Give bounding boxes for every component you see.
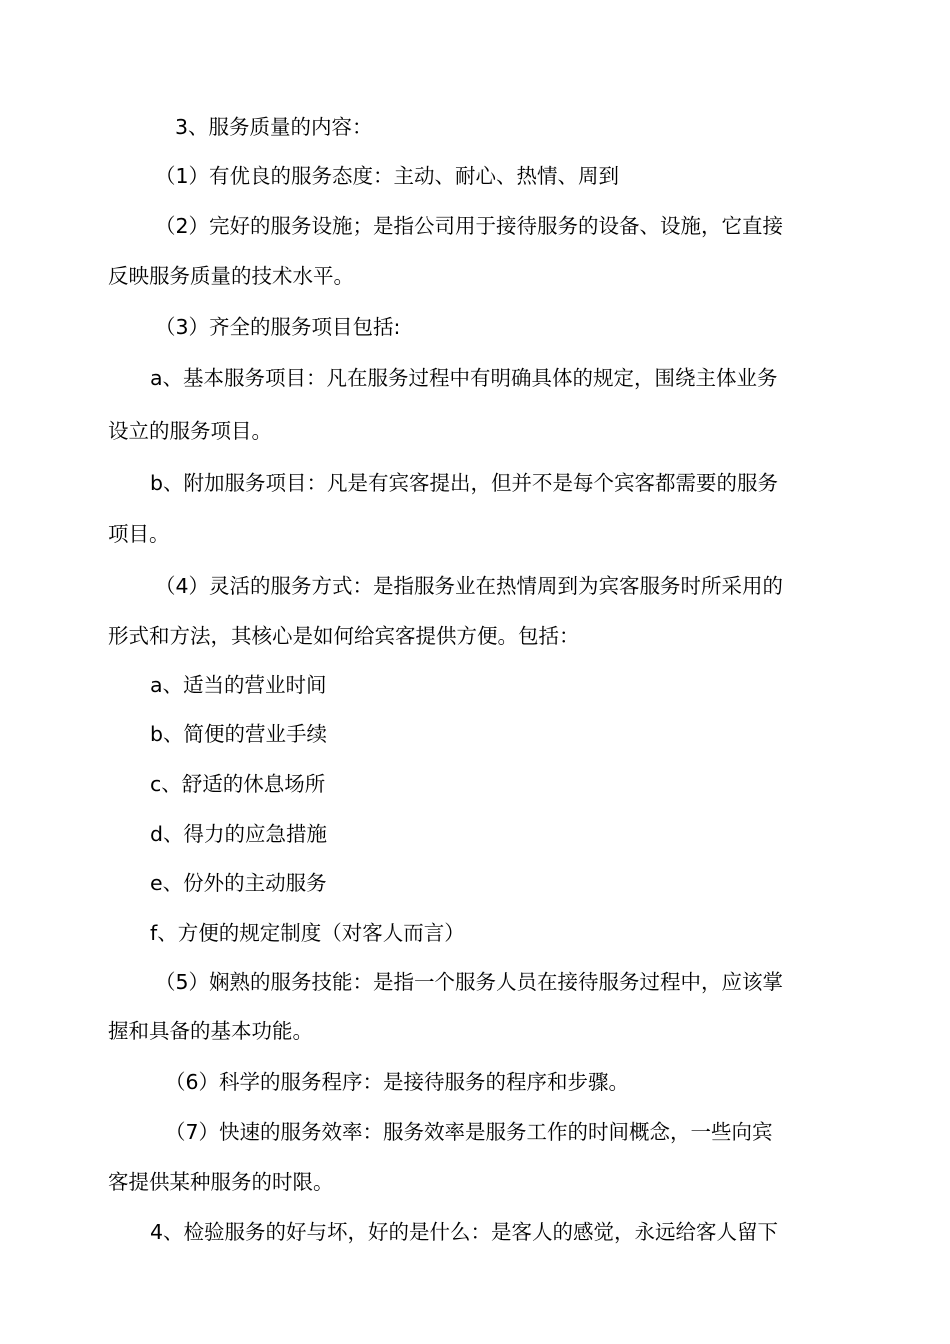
- text-line-17: f、方便的规定制度（对客人而言）: [150, 921, 465, 945]
- text-line-9: 项目。: [108, 522, 170, 546]
- text-line-20: （6）科学的服务程序：是接待服务的程序和步骤。: [165, 1070, 630, 1094]
- text-line-11: 形式和方法，其核心是如何给宾客提供方便。包括：: [108, 624, 580, 648]
- text-line-22: 客提供某种服务的时限。: [108, 1170, 334, 1194]
- text-line-2: （1）有优良的服务态度：主动、耐心、热情、周到: [155, 164, 620, 188]
- text-line-8: b、附加服务项目：凡是有宾客提出，但并不是每个宾客都需要的服务: [150, 471, 779, 495]
- text-line-13: b、简便的营业手续: [150, 722, 328, 746]
- text-line-15: d、得力的应急措施: [150, 822, 328, 846]
- text-line-14: c、舒适的休息场所: [150, 772, 326, 796]
- text-line-23: 4、检验服务的好与坏，好的是什么：是客人的感觉，永远给客人留下: [150, 1220, 779, 1244]
- text-line-19: 握和具备的基本功能。: [108, 1019, 313, 1043]
- text-line-16: e、份外的主动服务: [150, 871, 327, 895]
- text-line-21: （7）快速的服务效率：服务效率是服务工作的时间概念，一些向宾: [165, 1120, 773, 1144]
- text-line-10: （4）灵活的服务方式：是指服务业在热情周到为宾客服务时所采用的: [155, 574, 784, 598]
- text-line-3: （2）完好的服务设施；是指公司用于接待服务的设备、设施，它直接: [155, 214, 784, 238]
- text-line-12: a、适当的营业时间: [150, 673, 327, 697]
- text-line-5: （3）齐全的服务项目包括:: [155, 315, 401, 339]
- text-line-6: a、基本服务项目：凡在服务过程中有明确具体的规定，围绕主体业务: [150, 366, 778, 390]
- text-line-4: 反映服务质量的技术水平。: [108, 264, 354, 288]
- text-line-18: （5）娴熟的服务技能：是指一个服务人员在接待服务过程中，应该掌: [155, 970, 784, 994]
- text-line-1: 3、服务质量的内容：: [175, 115, 373, 139]
- text-line-7: 设立的服务项目。: [108, 419, 272, 443]
